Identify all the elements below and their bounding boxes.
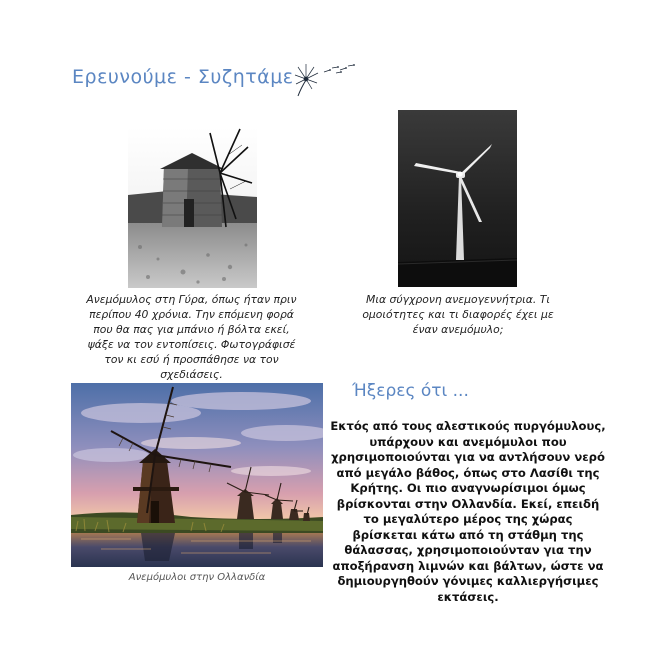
- holland-caption: Ανεμόμυλοι στην Ολλανδία: [128, 572, 266, 583]
- dandelion-icon: [292, 58, 358, 98]
- turbine-caption: Μια σύγχρονη ανεμογεννήτρια. Τι ομοιότητες και τι διαφορές έχει με έναν ανεμόμυλο;: [362, 293, 554, 336]
- did-you-know-heading: Ήξερες ότι ...: [352, 381, 469, 401]
- did-you-know-text: Εκτός από τους αλεστικούς πυργόμυλους, υπάρχουν και ανεμόμυλοι που χρησιμοποιούνται για να αντλήσουν νερό από μεγάλο βάθος, όπως στο Λασίθι της Κρήτης. Οι πιο αναγνωρίσιμοι όμως βρίσκονται στην Ολλανδία. Εκεί, επειδή το μεγαλύτερο μέρος της χώρας βρίσκεται κάτω από τη στάθμη της θάλασσας, χρησιμοποιούνταν για την αποξήρανση λιμνών και βάλτων, ώστε να δημιουργηθούν γόνιμες καλλιεργήσιμες εκτάσεις.: [330, 419, 606, 604]
- gyra-windmill-photo: [128, 127, 257, 288]
- page-title: Ερευνούμε - Συζητάμε: [72, 66, 294, 88]
- holland-windmills-photo: [71, 383, 323, 567]
- wind-turbine-photo: [398, 110, 517, 287]
- gyra-caption: Ανεμόμυλος στη Γύρα, όπως ήταν πριν περίπου 40 χρόνια. Την επόμενη φορά που θα πας για μπάνιο ή βόλτα εκεί, ψάξε να τον εντοπίσεις. Φωτογράφισέ τον κι εσύ ή προσπάθησε να τον σχεδιάσεις.: [86, 293, 297, 381]
